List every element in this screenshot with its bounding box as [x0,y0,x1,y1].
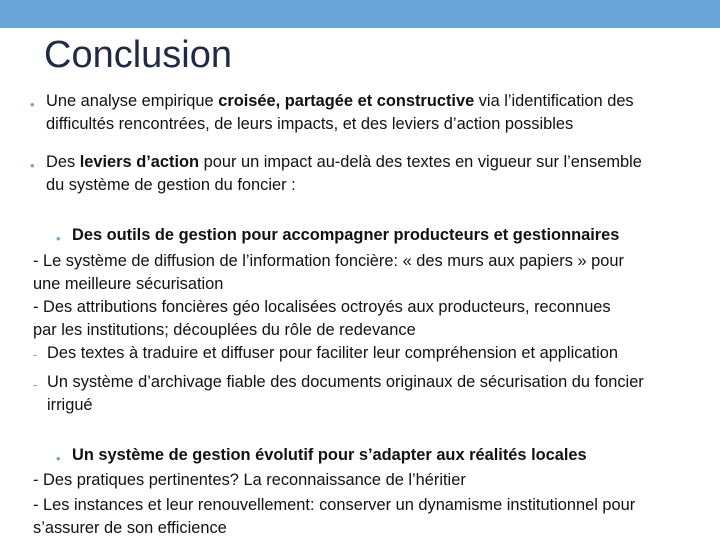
section-1-dash-item: Un système d’archivage fiable des documents originaux de sécurisation du foncier [47,373,644,391]
bullet-dot-icon: • [56,451,61,466]
bullet-dot-icon: • [30,97,35,112]
bullet-1-line-1 [46,92,634,111]
section-1-line: - Le système de diffusion de l’information foncière: « des murs aux papiers » pour [33,252,624,270]
section-1-line: une meilleure sécurisation [33,275,224,293]
bullet-2-text-end: pour un impact au-delà des textes en vigueur sur l’ensemble [199,153,642,171]
bullet-1-line-2: difficultés rencontrées, de leurs impacts, et des leviers d’action possibles [46,115,574,133]
bullet-1-text-end: via l’identification des [474,92,634,110]
bullet-dot-icon: • [56,231,61,246]
header-bar [0,0,720,28]
bullet-dot-icon: • [30,158,35,173]
section-2-heading: Un système de gestion évolutif pour s’adapter aux réalités locales [72,446,587,464]
section-2-line: s’assurer de son efficience [33,519,227,537]
dash-marker: - [33,347,38,362]
dash-marker: - [33,377,38,392]
slide-title: Conclusion [44,34,232,76]
bullet-1-text: Une analyse empirique [46,92,219,110]
section-1-heading: Des outils de gestion pour accompagner producteurs et gestionnaires [72,226,620,244]
section-1-line: - Des attributions foncières géo localisées octroyés aux producteurs, reconnues [33,298,611,316]
section-1-line: par les institutions; découplées du rôle de redevance [33,321,416,339]
bullet-2-text: Des [46,153,80,171]
bullet-2-line-1 [46,153,642,172]
section-2-line: - Des pratiques pertinentes? La reconnaissance de l’héritier [33,471,466,489]
bullet-2-bold: leviers d’action [79,153,200,171]
section-1-dash-item-cont: irrigué [47,396,93,414]
bullet-1-bold: croisée, partagée et constructive [218,92,475,110]
section-2-line: - Les instances et leur renouvellement: conserver un dynamisme institutionnel pour [33,496,636,514]
bullet-2-line-2: du système de gestion du foncier : [46,176,296,194]
section-1-dash-item: Des textes à traduire et diffuser pour faciliter leur compréhension et application [47,344,618,362]
